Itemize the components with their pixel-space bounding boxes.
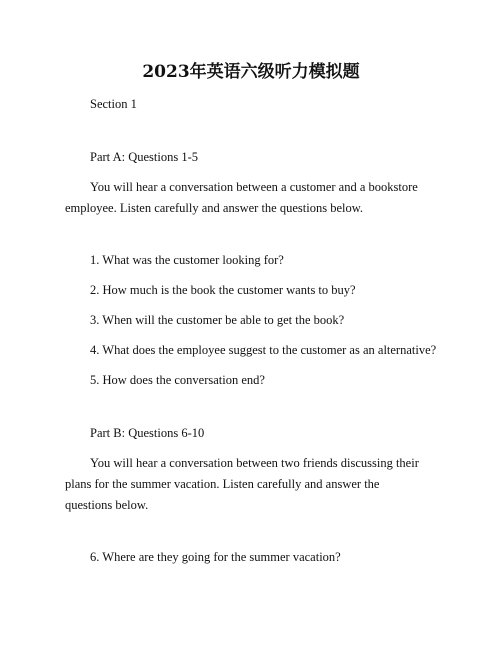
document-title: 2023年英语六级听力模拟题 [142,62,360,82]
question-2: 2. How much is the book the customer wants to buy? [90,283,356,297]
question-5: 5. How does the conversation end? [90,373,265,387]
part-a-heading: Part A: Questions 1-5 [90,150,198,164]
part-b-intro-line-2: plans for the summer vacation. Listen carefully and answer the [65,477,380,491]
question-4: 4. What does the employee suggest to the customer as an alternative? [90,343,437,357]
part-b-intro-line-1: You will hear a conversation between two friends discussing their [90,456,419,470]
part-a-intro-line-1: You will hear a conversation between a customer and a bookstore [90,180,418,194]
section-label: Section 1 [90,97,137,111]
part-b-heading: Part B: Questions 6-10 [90,426,205,440]
part-b-intro-line-3: questions below. [65,498,149,512]
question-1: 1. What was the customer looking for? [90,253,284,267]
question-3: 3. When will the customer be able to get the book? [90,313,345,327]
question-6: 6. Where are they going for the summer vacation? [90,550,341,564]
part-a-intro-line-2: employee. Listen carefully and answer the questions below. [65,201,364,215]
